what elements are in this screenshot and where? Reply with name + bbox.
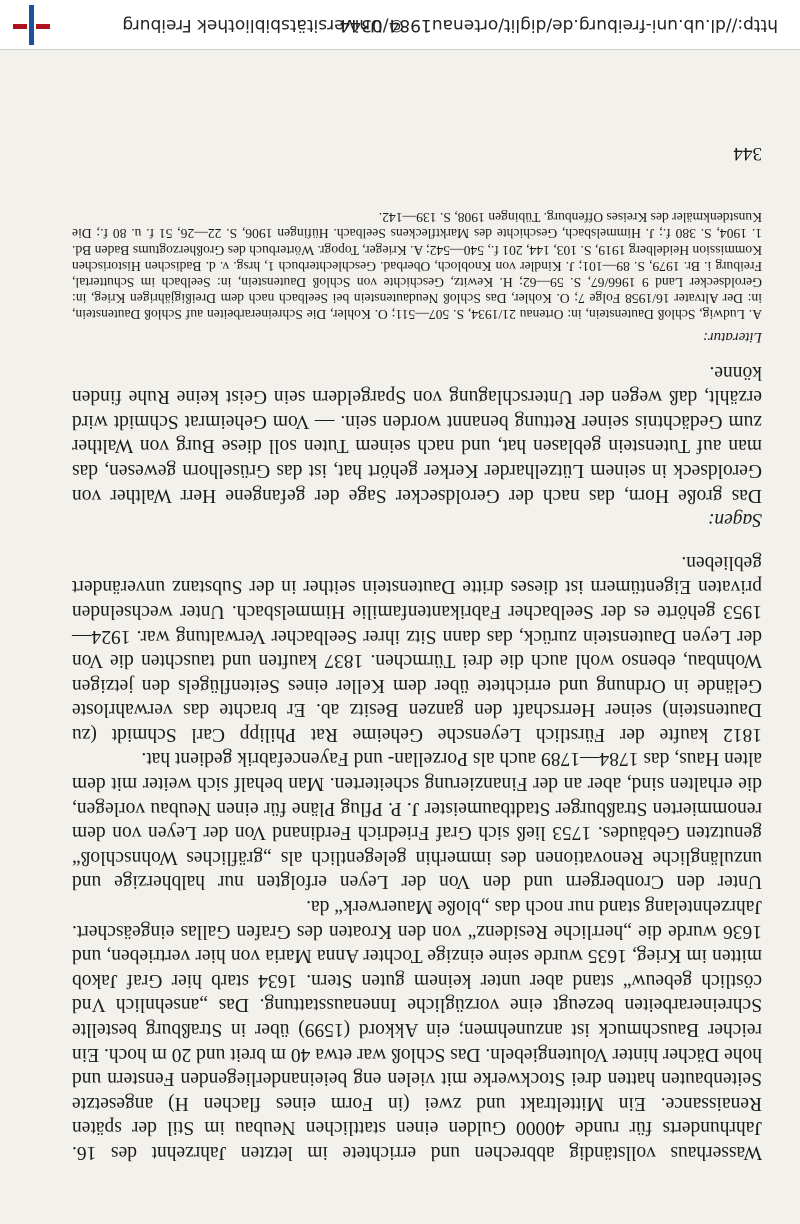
footer-bar: [0, 0, 800, 50]
sagen-text: Das große Horn, das nach der Geroldsecker Sage der gefangene Herr Walther von Geroldseck in seinem Lützelharder Kerker gehört hat, ist das Grüselhorn gewesen, das man auf Tutenstein geblasen hat, und nach seinem Tuten soll diese Burg von Walther zum Gedächtnis seiner Rettung benannt worden sein. — Vom Geheimrat Schmidt wird erzählt, daß wegen der Unterschlagung von Spargeldern sein Geist keine Ruhe finden könne.: [72, 361, 762, 506]
paragraph-3: 1812 kaufte der Fürstlich Leyensche Geheime Rat Philipp Carl Schmidt (zu Dautenstein) seiner Herrschaft den ganzen Besitz ab. Er brachte das verwahrloste Gelände in Ordnung und errichtete über dem Keller eines Seitenflügels den jetzigen Wohnbau, ebenso wohl auch die drei Türmchen. 1837 kauften und tauschten die Von der Leyen Dautenstein zurück, das dann Sitz ihrer Seelbacher Verwaltung war. 1924—1953 gehörte es der Seelbacher Fabrikantenfamilie Himmelsbach. Unter wechselnden privaten Eigentümern ist dieses dritte Dautenstein seither in der Substanz unverändert geblieben.: [72, 551, 762, 745]
paragraph-1: Wasserhaus vollständig abbrechen und errichtete im letzten Jahrzehnt des 16. Jahrhunderts für runde 40000 Gulden einen stattlichen Neubau im Stil der späten Renaissance. Ein Mitteltrakt und zwei (in Form eines flachen H) angesetzte Seitenbauten hatten drei Stockwerke mit vielen eng beieinanderliegenden Fenstern und hohe Dächer hinter Volutengiebeln. Das Schloß war etwa 40 m breit und 20 m hoch. Ein reicher Bauschmuck ist anzunehmen; ein Akkord (1599) über in Straßburg bestellte Schreinerarbeiten bezeugt eine vorzügliche Innenausstattung. Das „ansehnlich Vnd cöstlich gebeuw“ stand aber unter keinem guten Stern. 1634 starb hier Graf Jakob mitten im Krieg, 1635 wurde seine einzige Tochter Anna Maria von hier vertrieben, und 1636 wurde die „herrliche Residenz“ von den Kroaten des Grafen Gallas eingeäschert. Jahrzehntelang stand nur noch das „bloße Mauerwerk“ da.: [72, 896, 762, 1163]
paragraph-2: Unter den Cronbergern und den Von der Leyen erfolgten nur halbherzige und unzulängliche Renovationen des immerhin gelegentlich als „gräfliches Wohnschloß“ genutzten Gebäudes. 1753 ließ sich Graf Friedrich Ferdinand Von der Leyen von dem renommierten Straßburger Stadtbaumeister J. P. Pflug Pläne für einen Neubau vorlegen, die erhalten sind, aber an der Finanzierung scheiterten. Man behalf sich weiter mit dem alten Haus, das 1784—1789 auch als Porzellan- und Fayencefabrik gedient hat.: [72, 748, 762, 893]
sagen-heading: Sagen:: [707, 509, 762, 531]
page-number: 344: [733, 143, 762, 164]
literatur-text: A. Ludwig, Schloß Dautenstein, in: Ortenau 21/1934, S. 507—511; O. Kohler, Die Schreinerarbeiten auf Schloß Dautenstein, in: Der Altvater 16/1958 Folge 7; O. Kohler, Das Schloß Neudautenstein bei Seelbach nach dem Dreißigjährigen Krieg, in: Geroldsecker Land 9 1966/67, S. 59—62; H. Kewitz, Geschichte von Schloß Dautenstein, in: Seelbach im Schuttertal, Freiburg i. Br. 1979, S. 89—101; J. Kindler von Knobloch, Oberbad. Geschlechterbuch 1, hrsg. v. d. Badischen Historischen Kommission Heidelberg 1919, S. 103, 144, 201 f., 540—542; A. Krieger, Topogr. Wörterbuch des Großherzogtums Baden Bd. 1. 1904, S. 380 f.; J. Himmelsbach, Geschichte des Marktfleckens Seelbach. Hüfingen 1906, S. 22—26, 51 f. u. 80 f.; Die Kunstdenkmäler des Kreises Offenburg. Tübingen 1908, S. 139—142.: [72, 210, 762, 323]
page-text: [72, 209, 762, 1164]
copyright-notice: © Universitätsbibliothek Freiburg: [122, 15, 405, 35]
literatur-heading: Literatur:: [702, 329, 762, 345]
source-url-link[interactable]: http://dl.ub.uni-freiburg.de/diglit/ortenau1984/0344: [339, 15, 778, 35]
scanned-page: [0, 50, 800, 1224]
ub-freiburg-logo-icon: [12, 5, 52, 45]
